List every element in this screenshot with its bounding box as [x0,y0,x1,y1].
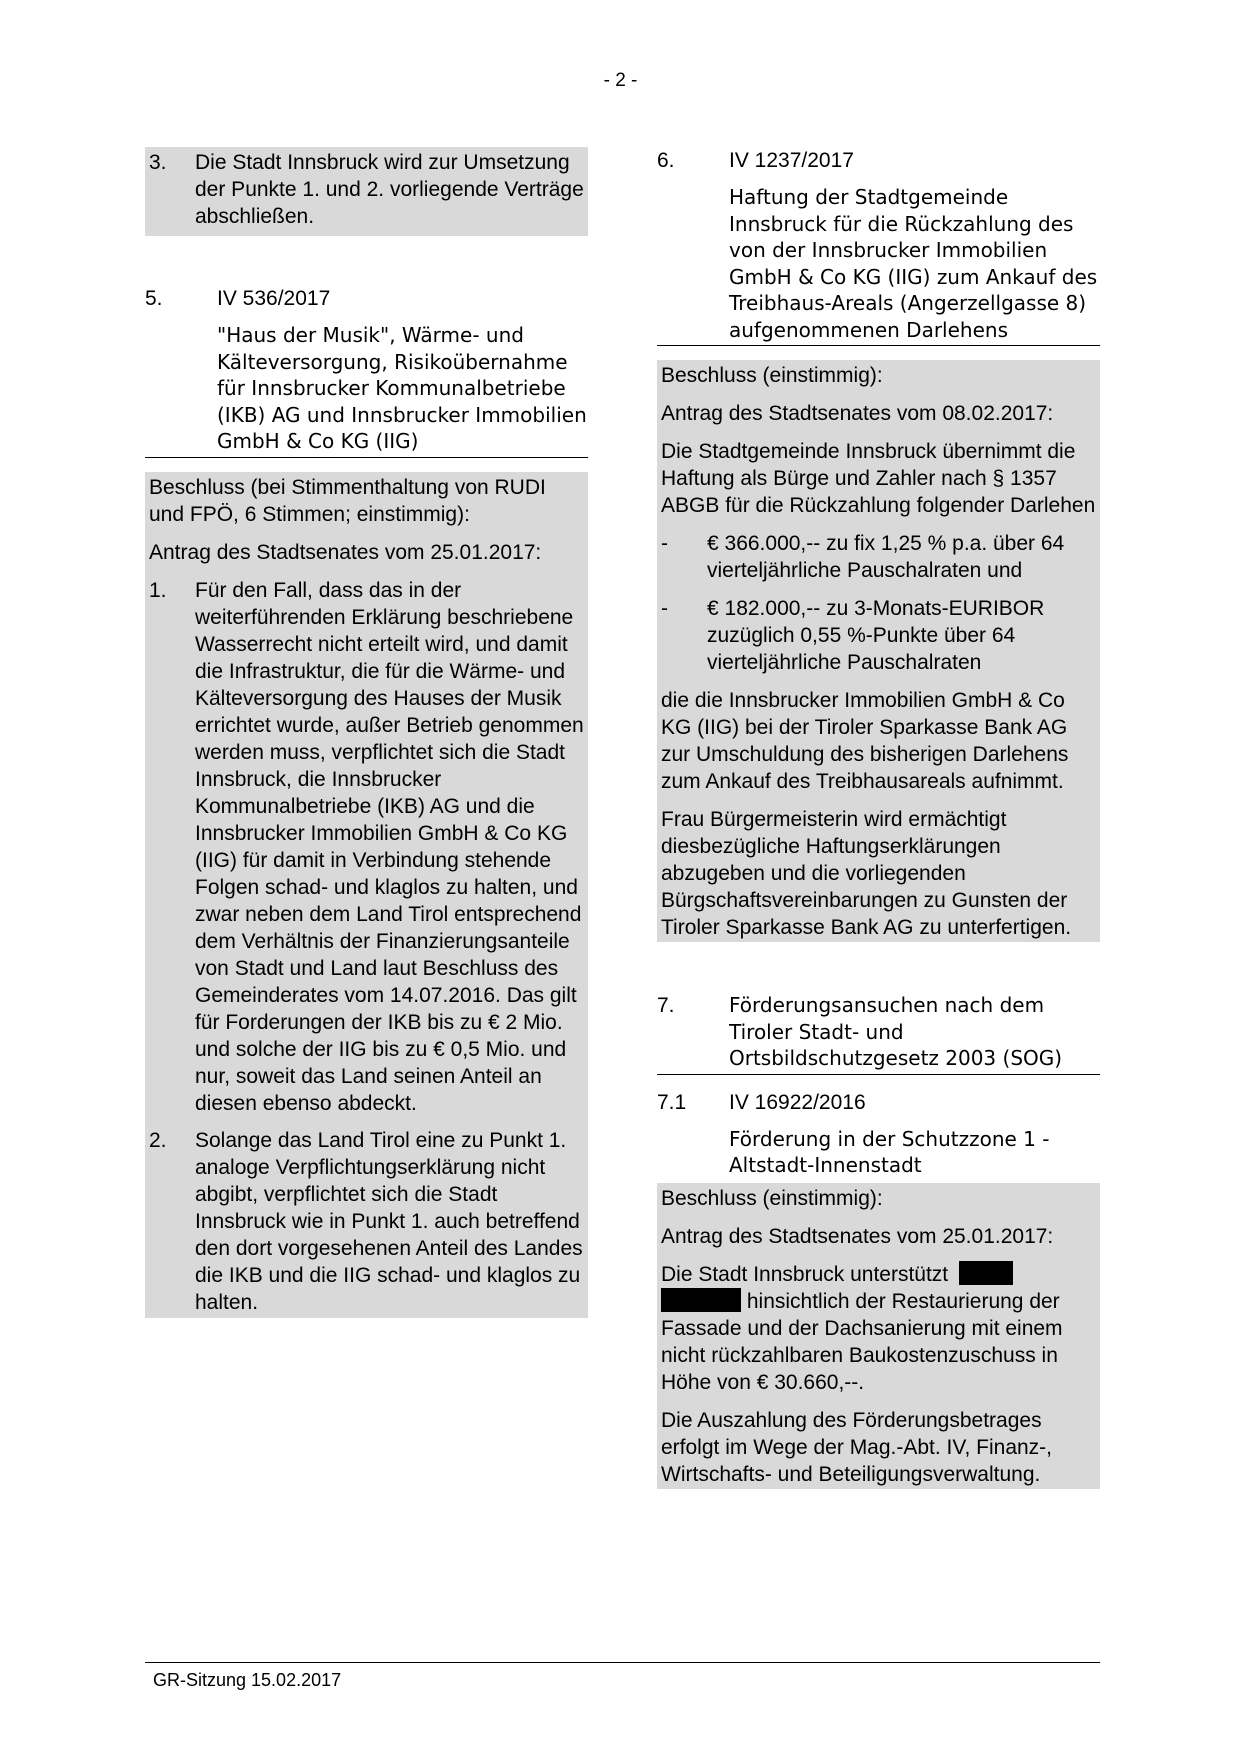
agenda-item-5-title [145,322,588,458]
motion-label: Antrag des Stadtsenates vom 25.01.2017: [661,1224,1054,1248]
item-title: "Haus der Musik", Wärme- und Kälteversorgung, Risikoübernahme für Innsbrucker Kommunalbetriebe (IKB) AG und Innsbrucker Immobilien GmbH & Co KG (IIG) [217,323,587,453]
motion-label: Antrag des Stadtsenates vom 25.01.2017: [149,540,542,564]
list-item [149,577,584,1117]
item-reference: IV 536/2017 [217,287,331,310]
agenda-item-5-header [145,285,588,312]
agenda-item-7-1-title [657,1126,1100,1179]
item-reference: IV 16922/2016 [729,1090,866,1114]
item-5-decision-block [145,472,588,1318]
item-number: 5. [145,287,163,310]
item-title: Haftung der Stadtgemeinde Innsbruck für die Rückzahlung des von der Innsbrucker Immobilien GmbH & Co KG (IIG) zum Ankauf des Treibhaus-Areals (Angerzellgasse 8) aufgenommenen Darlehens [729,185,1098,342]
redaction-bar [661,1288,741,1312]
paragraph-text: hinsichtlich der Restaurierung der Fassade und der Dachsanierung mit einem nicht rückzahlbaren Baukostenzuschuss in Höhe von € 30.660,--. [661,1289,1063,1394]
agenda-item-7-1-header [657,1089,1100,1116]
list-number: 2. [149,1128,167,1152]
agenda-item-6-header [657,147,1100,174]
right-column [657,147,1100,1489]
item-title: Förderungsansuchen nach dem Tiroler Stadt- und Ortsbildschutzgesetz 2003 (SOG) [729,993,1063,1070]
paragraph-text: Die Stadt Innsbruck unterstützt [661,1262,949,1286]
list-number: 1. [149,578,167,602]
list-text: € 366.000,-- zu fix 1,25 % p.a. über 64 vierteljährliche Pauschalraten und [707,532,1065,582]
list-text: € 182.000,-- zu 3-Monats-EURIBOR zuzüglich 0,55 %-Punkte über 64 vierteljährliche Pauschalraten [707,597,1045,674]
item-7-1-decision-block [657,1183,1100,1489]
item-number: 7. [657,994,675,1017]
decision-label: Beschluss (einstimmig): [661,364,883,387]
paragraph: Frau Bürgermeisterin wird ermächtigt diesbezügliche Haftungserklärungen abzugeben und die vorliegenden Bürgschaftsvereinbarungen zu Gunsten der Tiroler Sparkasse Bank AG zu unterfertigen. [661,808,1072,939]
paragraph: die die Innsbrucker Immobilien GmbH & Co KG (IIG) bei der Tiroler Sparkasse Bank AG zur Umschuldung des bisherigen Darlehens zum Ankauf des Treibhausareals aufnimmt. [661,689,1069,793]
paragraph: Die Auszahlung des Förderungsbetrages erfolgt im Wege der Mag.-Abt. IV, Finanz-, Wirtschafts- und Beteiligungsverwaltung. [661,1408,1053,1486]
item-number: 7.1 [657,1090,687,1114]
item-reference: IV 1237/2017 [729,149,854,172]
item-number: 3. [149,151,167,174]
footer [145,1662,1100,1690]
list-text: Solange das Land Tirol eine zu Punkt 1. analoge Verpflichtungserklärung nicht abgibt, verpflichtet sich die Stadt Innsbruck wie in Punkt 1. auch betreffend den dort vorgesehenen Anteil des Landes die IKB und die IIG schad- und klaglos zu halten. [195,1128,583,1314]
item-title: Förderung in der Schutzzone 1 - Altstadt-Innenstadt [729,1126,1050,1177]
list-item [661,595,1096,676]
redaction-bar [959,1261,1013,1285]
list-text: Für den Fall, dass das in der weiterführenden Erklärung beschriebene Wasserrecht nicht erteilt wird, und damit die Infrastruktur, die für die Wärme- und Kälteversorgung des Hauses der Musik errichtet wurde, außer Betrieb genommen werden muss, verpflichtet sich die Stadt Innsbruck, die Innsbrucker Kommunalbetriebe (IKB) AG und die Innsbrucker Immobilien GmbH & Co KG (IIG) für damit in Verbindung stehende Folgen schad- und klaglos zu halten, und zwar neben dem Land Tirol entsprechend dem Verhältnis der Finanzierungsanteile von Stadt und Land laut Beschluss des Gemeinderates vom 14.07.2016. Das gilt für Forderungen der IKB bis zu € 2 Mio. und solche der IIG bis zu € 0,5 Mio. und nur, soweit das Land seinen Anteil an diesen ebenso abdeckt. [195,578,584,1115]
footer-text: GR-Sitzung 15.02.2017 [153,1670,342,1690]
item-number: 6. [657,149,675,172]
item-6-decision-block [657,360,1100,942]
dash-mark: - [661,597,668,620]
agenda-item-6-title [657,184,1100,346]
paragraph [661,1261,1096,1396]
left-column [145,147,588,1318]
item-text: Die Stadt Innsbruck wird zur Umsetzung der Punkte 1. und 2. vorliegende Verträge abschließen. [195,151,584,228]
decision-label: Beschluss (einstimmig): [661,1186,883,1210]
list-item [149,1127,584,1316]
page-number: - 2 - [603,70,638,91]
dash-mark: - [661,532,668,555]
agenda-item-7-header [657,992,1100,1075]
intro-text: Die Stadtgemeinde Innsbruck übernimmt die Haftung als Bürge und Zahler nach § 1357 ABGB für die Rückzahlung folgender Darlehen [661,440,1096,517]
item-3-block [145,147,588,236]
list-item [661,530,1096,584]
decision-label: Beschluss (bei Stimmenthaltung von RUDI und FPÖ, 6 Stimmen; einstimmig): [149,475,546,526]
motion-label: Antrag des Stadtsenates vom 08.02.2017: [661,402,1054,425]
